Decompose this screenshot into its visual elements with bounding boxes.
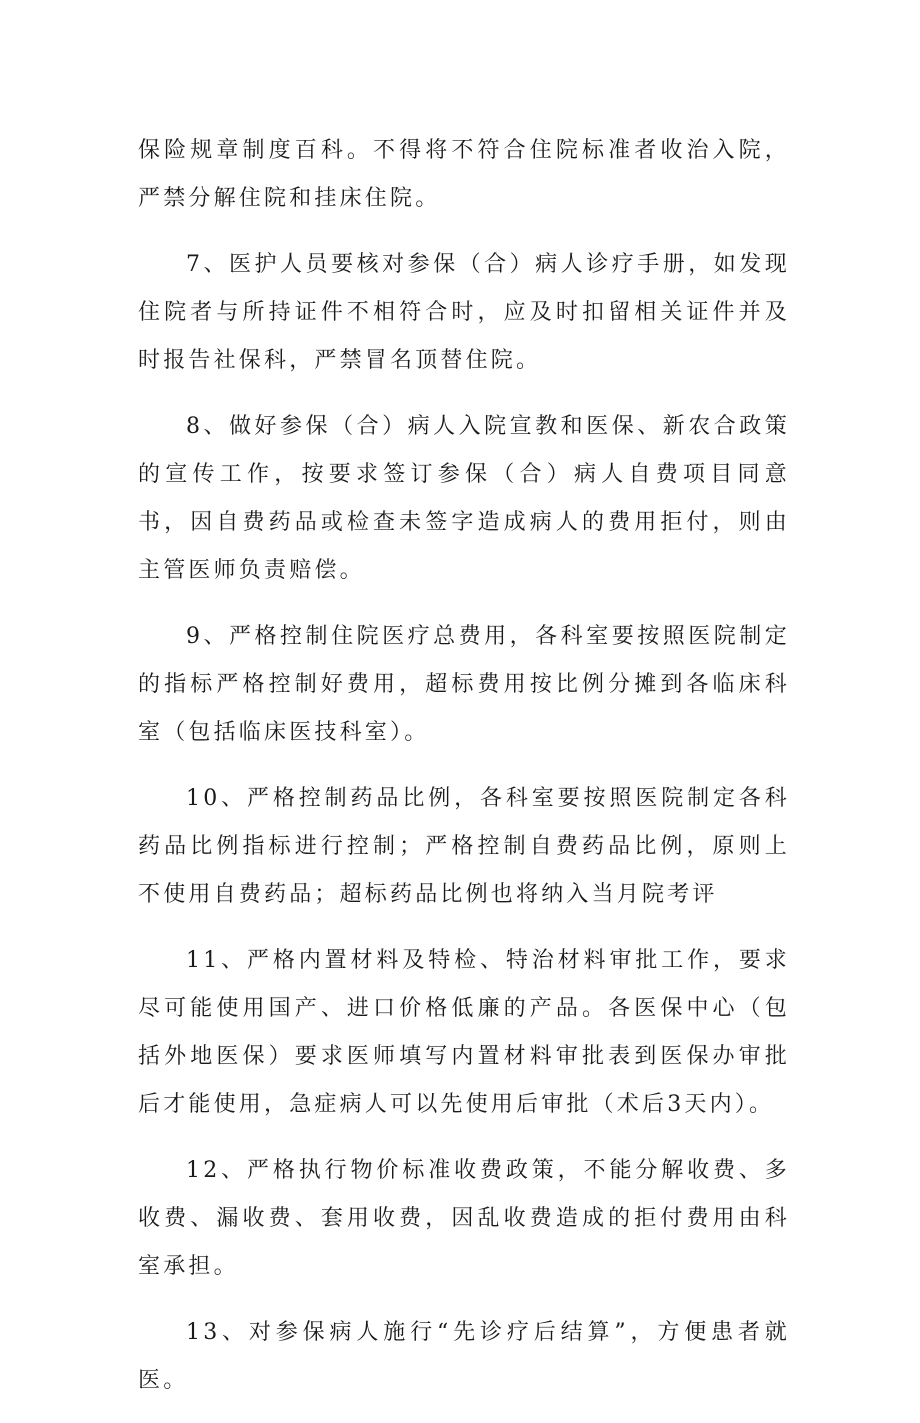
document-body	[138, 127, 790, 1423]
paragraph-continuation: 保险规章制度百科。不得将不符合住院标准者收治入院，严禁分解住院和挂床住院。	[138, 138, 790, 211]
paragraph-item-9: 9、严格控制住院医疗总费用，各科室要按照医院制定的指标严格控制好费用，超标费用按比例分摊到各临床科室（包括临床医技科室）。	[138, 624, 790, 745]
paragraph-item-7: 7、医护人员要核对参保（合）病人诊疗手册，如发现住院者与所持证件不相符合时，应及时扣留相关证件并及时报告社保科，严禁冒名顶替住院。	[138, 252, 790, 373]
paragraph-item-10: 10、严格控制药品比例，各科室要按照医院制定各科药品比例指标进行控制；严格控制自费药品比例，原则上不使用自费药品；超标药品比例也将纳入当月院考评	[138, 786, 790, 907]
paragraph-item-13: 13、对参保病人施行“先诊疗后结算”，方便患者就医。	[138, 1320, 790, 1393]
paragraph-item-8: 8、做好参保（合）病人入院宣教和医保、新农合政策的宣传工作，按要求签订参保（合）病人自费项目同意书，因自费药品或检查未签字造成病人的费用拒付，则由主管医师负责赔偿。	[138, 414, 790, 583]
paragraph-item-11: 11、严格内置材料及特检、特治材料审批工作，要求尽可能使用国产、进口价格低廉的产品。各医保中心（包括外地医保）要求医师填写内置材料审批表到医保办审批后才能使用，急症病人可以先使用后审批（术后3天内）。	[138, 948, 790, 1117]
paragraph-item-12: 12、严格执行物价标准收费政策，不能分解收费、多收费、漏收费、套用收费，因乱收费造成的拒付费用由科室承担。	[138, 1158, 790, 1279]
